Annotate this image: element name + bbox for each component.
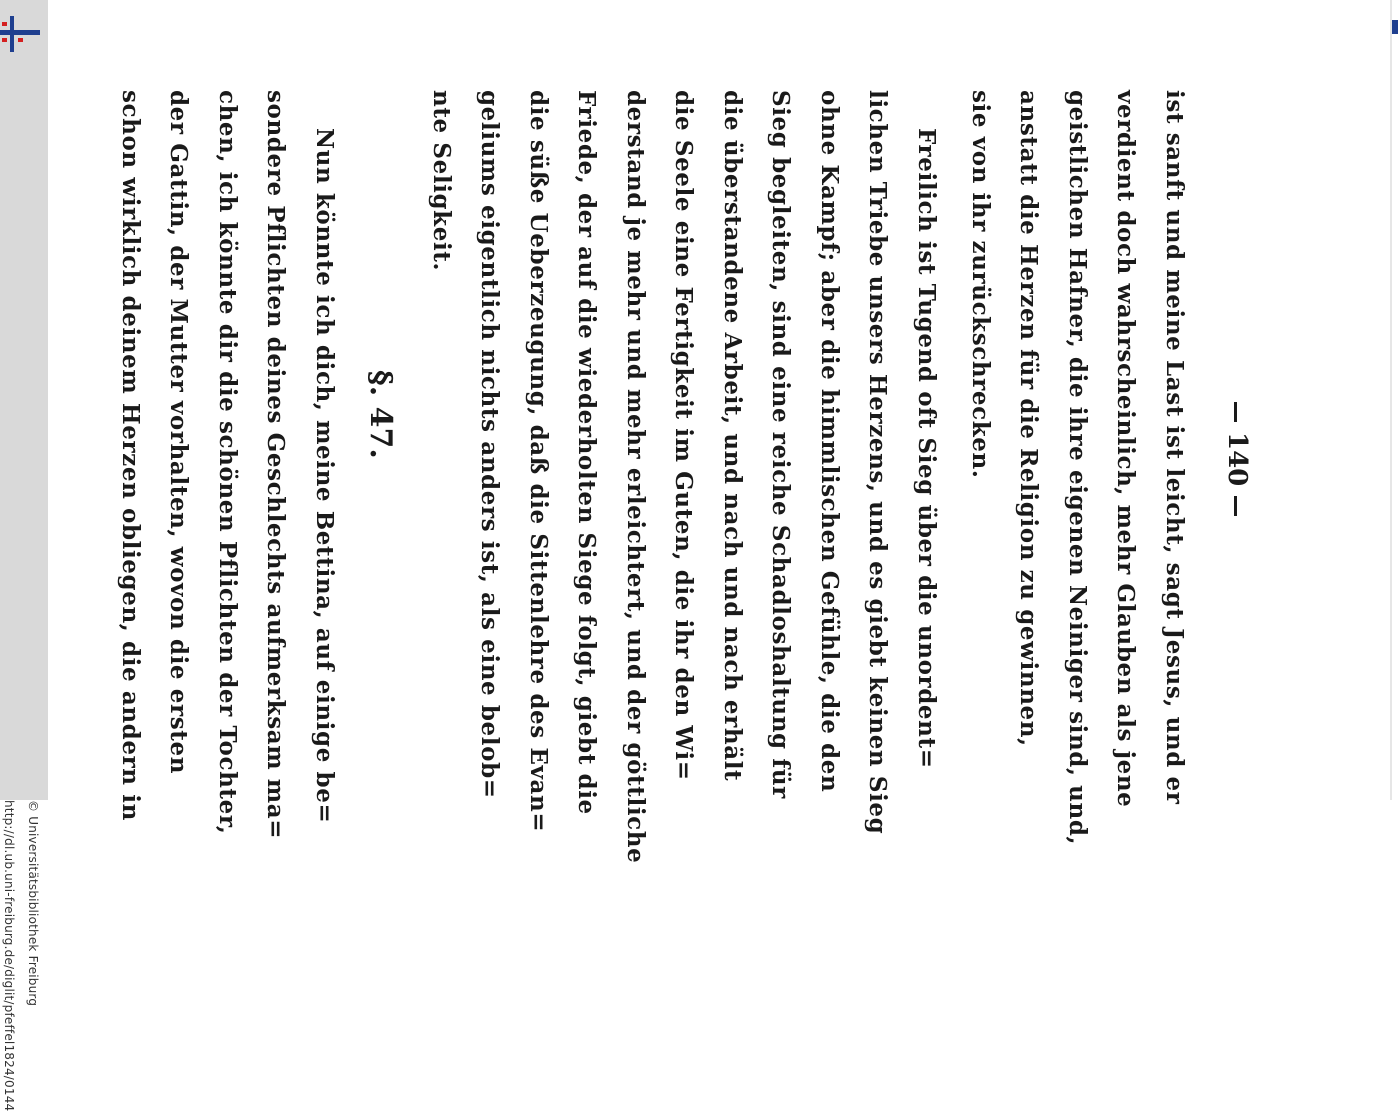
text-line: Freilich ist Tugend oft Sieg über die unordent= <box>913 128 940 769</box>
text-line: Nun könnte ich dich, meine Bettina, auf einige be= <box>311 128 338 824</box>
page-number <box>1222 392 1252 526</box>
text-line: chen, ich könnte dir die schönen Pflichten der Tochter, <box>214 90 241 835</box>
text-line: die süße Ueberzeugung, daß die Sittenlehre des Evan= <box>525 90 552 833</box>
text-line: geliums eigentlich nichts anders ist, als eine belob= <box>476 90 504 799</box>
text-line: geistlichen Hafner, die ihre eigenen Neiniger sind, und, <box>1064 90 1091 846</box>
sidebar <box>0 0 48 1111</box>
page-edge-marker <box>1392 20 1398 34</box>
text-line: lichen Triebe unsers Herzens, und es giebt keinen Sieg <box>864 90 892 835</box>
library-logo-icon <box>0 14 40 54</box>
text-line: anstatt die Herzen für die Religion zu gewinnen, <box>1015 90 1043 747</box>
section-heading: §. 47. <box>363 370 398 459</box>
copyright-notice: © Universitätsbibliothek Freiburg <box>26 800 40 1007</box>
text-line: ohne Kampf; aber die himmlischen Gefühle, die den <box>816 90 843 793</box>
text-line: ist sanft und meine Last ist leicht, sagt Jesus, und er <box>1161 90 1188 805</box>
dash-right <box>1235 496 1238 516</box>
text-line: nte Seligkeit. <box>428 90 455 272</box>
text-line: sie von ihr zurückschrecken. <box>967 90 994 479</box>
text-line: die überstandene Arbeit, und nach und nach erhält <box>719 90 746 782</box>
text-line: sondere Pflichten deines Geschlechts aufmerksam ma= <box>262 90 290 840</box>
source-url[interactable]: http://dl.ub.uni-freiburg.de/diglit/pfeffel1824/0144 <box>2 800 16 1111</box>
text-line: derstand je mehr und mehr erleichtert, und der göttliche <box>622 90 649 864</box>
text-line: schon wirklich deinem Herzen obliegen, die andern in <box>117 90 144 821</box>
page-edge <box>1390 0 1392 800</box>
dash-left <box>1235 402 1238 422</box>
text-line: Sieg begleiten, sind eine reiche Schadloshaltung für <box>767 90 795 799</box>
text-line: der Gattin, der Mutter vorhalten, wovon die ersten <box>165 90 193 775</box>
text-line: verdient doch wahrscheinlich, mehr Glauben als jene <box>1112 90 1140 808</box>
text-line: die Seele eine Fertigkeit im Guten, die ihr den Wi= <box>670 90 698 781</box>
text-line: Friede, der auf die wiederholten Siege folgt, giebt die <box>573 90 601 815</box>
page-number-value: 140 <box>1222 432 1252 487</box>
